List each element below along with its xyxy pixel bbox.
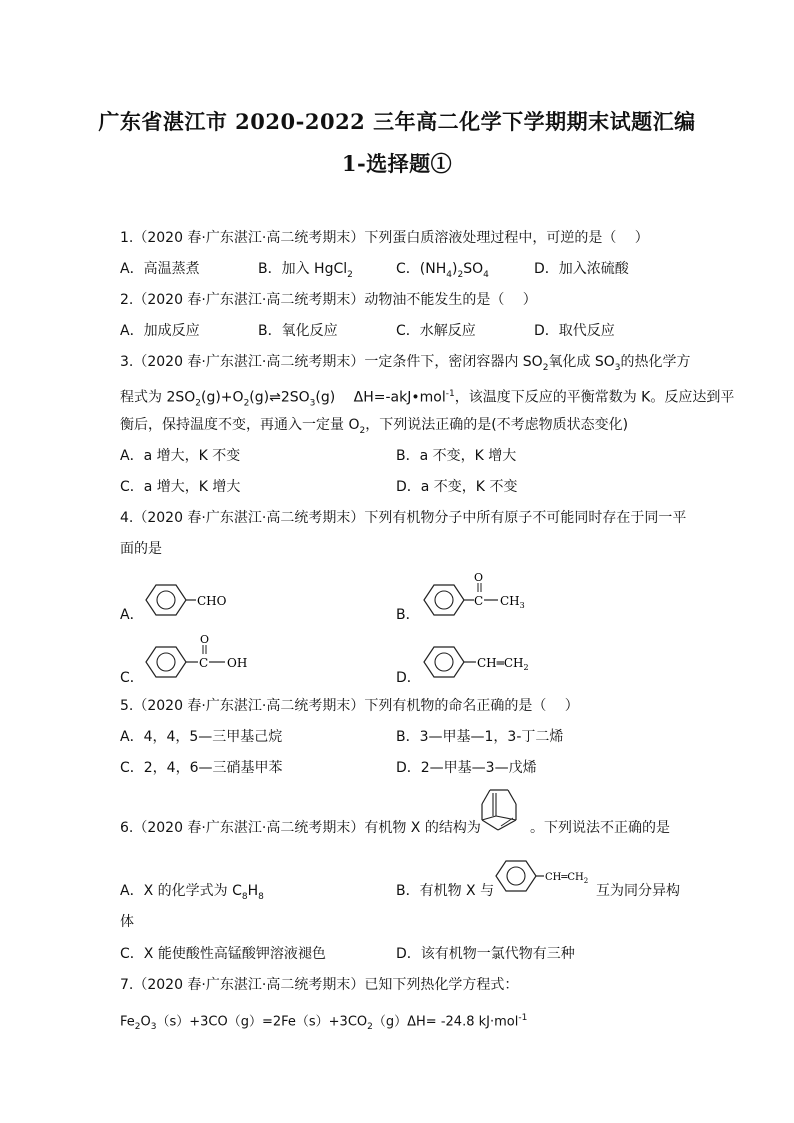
svg-text:CH3: $CH_3$ [500,594,525,610]
q6-option-d: D．该有机物一氯代物有三种 [396,946,575,962]
question-2-stem: 2.（2020 春·广东湛江·高二统考期末）动物油不能发生的是（ ） [120,292,537,308]
q3-option-d: D．a 不变，K 不变 [396,479,518,495]
page-title-line1: 广东省湛江市 2020-2022 三年高二化学下学期期末试题汇编 [98,109,696,134]
svg-text:C: C [474,594,484,608]
q2-option-c: C．水解反应 [396,323,476,339]
svg-text:O: O [200,633,210,646]
bicyclooctatriene-structure [468,786,530,836]
styrene-structure [418,642,548,686]
question-5-stem: 5.（2020 春·广东湛江·高二统考期末）下列有机物的命名正确的是（ ） [120,698,579,714]
svg-text:O: O [474,571,484,584]
q6-option-b-cont: 体 [120,914,134,930]
q1-option-d: D．加入浓硫酸 [534,261,629,277]
q5-option-a: A．4，4，5—三甲基己烷 [120,729,283,745]
q1-option-a: A．高温蒸煮 [120,261,200,277]
acetophenone-structure [418,570,538,624]
q5-option-d: D．2—甲基—3—戊烯 [396,760,537,776]
q5-option-b: B．3—甲基—1，3-丁二烯 [396,729,564,745]
question-6-stem-post: 。下列说法不正确的是 [530,820,670,836]
q7-equation-1: $Fe_2O_3(s)+3CO(g)=2Fe(s)+3CO_2(g)\Delta H= -24.8$ kJ·mol$^{-1}$ [120,1013,528,1032]
question-3-stem-line1: 3.（2020 春·广东湛江·高二统考期末）一定条件下，密闭容器内 $SO_2$氧化成 $SO_3$的热化学方 [120,354,691,373]
svg-text:CH═CH2: $CH═CH_2$ [477,656,529,672]
q3-option-b: B．a 不变，K 增大 [396,448,517,464]
q4-option-d-label: D． [396,670,421,686]
svg-text:OH: OH [227,656,248,670]
page-title-line2: 1-选择题① [341,151,453,176]
q5-option-c: C．2，4，6—三硝基甲苯 [120,760,283,776]
styrene-structure-2 [490,856,590,900]
q2-option-b: B．氧化反应 [258,323,338,339]
question-3-stem-line3: 衡后，保持温度不变，再通入一定量 $O_2$，下列说法正确的是(不考虑物质状态变化) [120,417,629,436]
question-7-stem: 7.（2020 春·广东湛江·高二统考期末）已知下列热化学方程式： [120,977,519,993]
q6-option-b-post: 互为同分异构 [596,883,680,899]
question-4-stem-line1: 4.（2020 春·广东湛江·高二统考期末）下列有机物分子中所有原子不可能同时存在于同一平 [120,510,687,526]
q6-option-a: A．X 的化学式为 $C_8H_8$ [120,883,264,902]
q6-option-b: B．有机物 X 与 [396,883,495,899]
q1-option-c: C．$(NH_4)_2SO_4$ [396,261,489,280]
question-3-stem-line2: 程式为 $2SO_2(g)+O_2(g)\rightleftharpoons 2SO_3(g)$ ΔH=-akJ•mol$^{-1}$，该温度下反应的平衡常数为 K。反应达到平 [120,389,735,409]
question-1-stem: 1.（2020 春·广东湛江·高二统考期末）下列蛋白质溶液处理过程中，可逆的是（ ） [120,230,649,246]
svg-text:C: C [199,656,209,670]
q3-option-a: A．a 增大，K 不变 [120,448,241,464]
q1-option-b: B．加入 HgCl$_2$ [258,261,353,280]
q2-option-d: D．取代反应 [534,323,615,339]
q6-option-c: C．X 能使酸性高锰酸钾溶液褪色 [120,946,326,962]
question-4-stem-line2: 面的是 [120,541,162,557]
q4-option-b-label: B． [396,607,420,623]
benzaldehyde-structure [140,580,240,624]
svg-text:CHO: CHO [197,594,227,608]
q4-option-c-label: C． [120,670,144,686]
question-6-stem-pre: 6.（2020 春·广东湛江·高二统考期末）有机物 X 的结构为 [120,820,481,836]
q3-option-c: C．a 增大，K 增大 [120,479,241,495]
svg-text:CH═CH2: $CH═CH_2$ [545,872,589,885]
benzoic-acid-structure [140,632,260,686]
q2-option-a: A．加成反应 [120,323,200,339]
q4-option-a-label: A． [120,607,144,623]
